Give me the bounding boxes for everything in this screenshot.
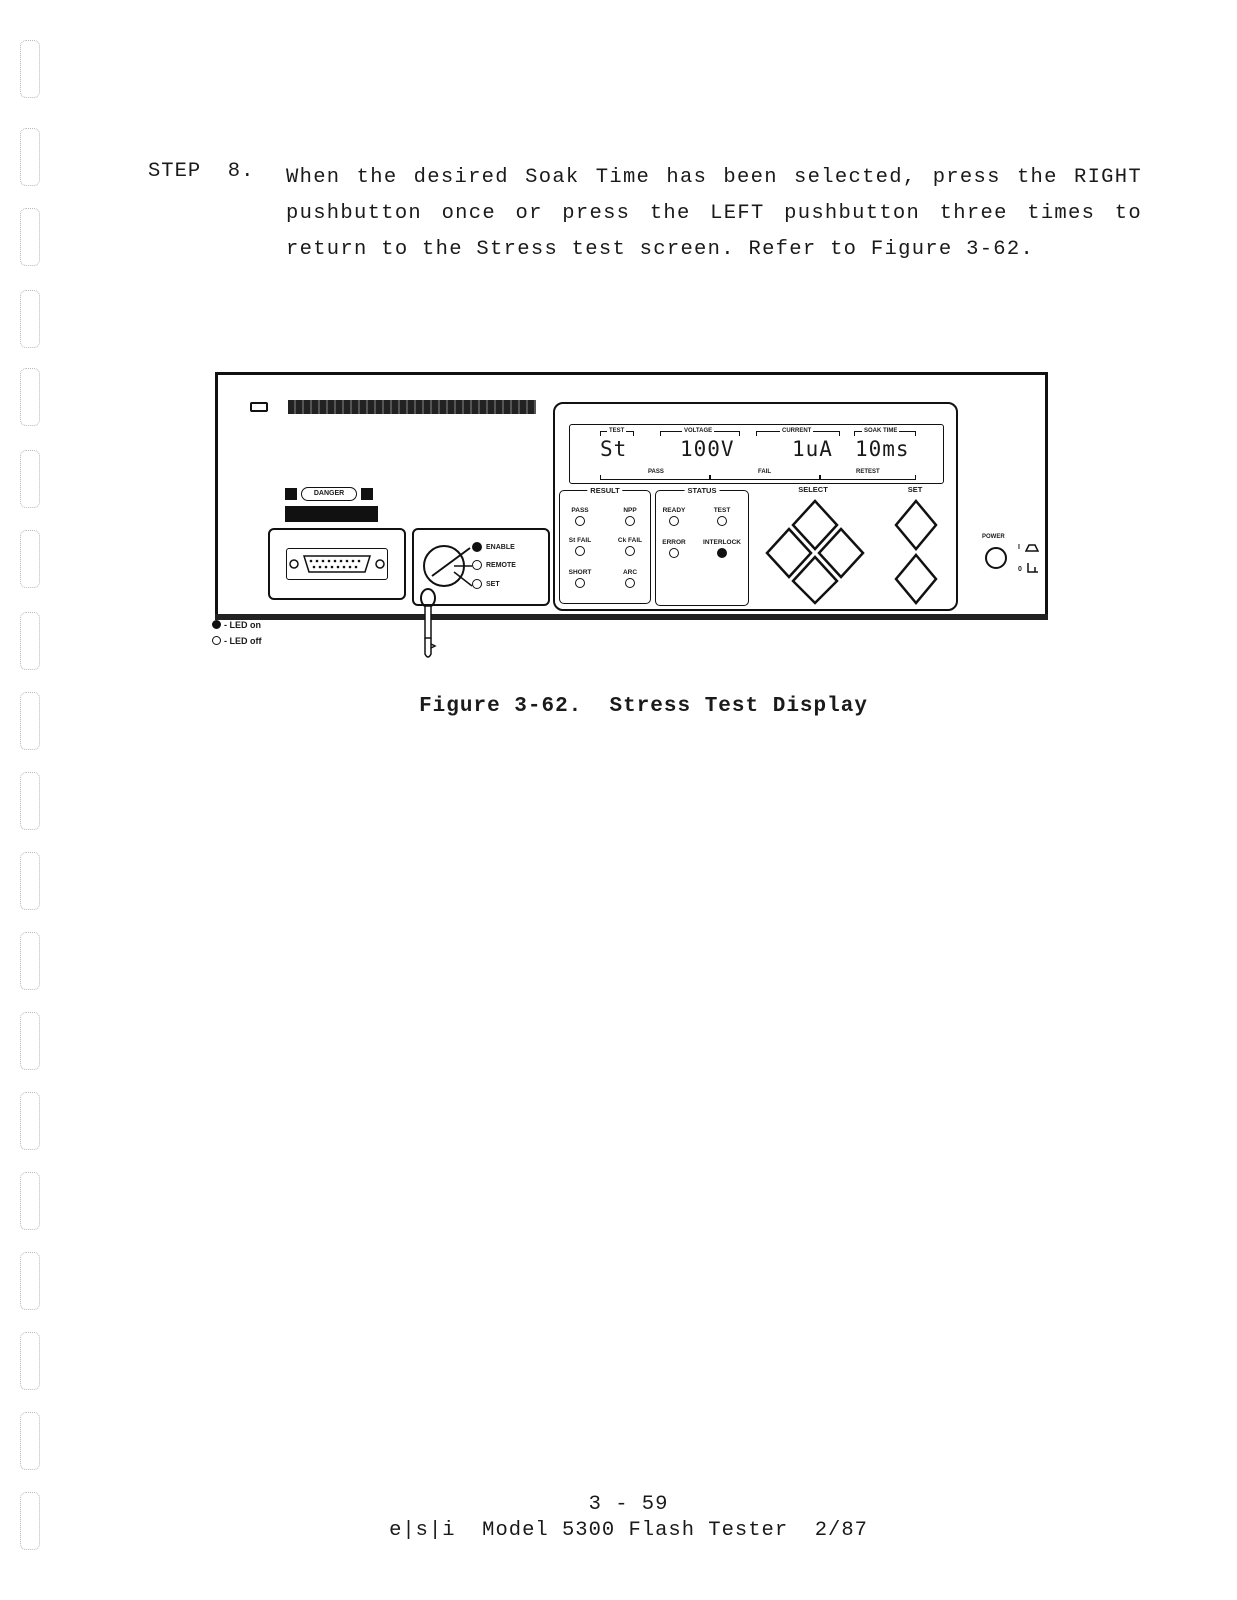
pass-led <box>575 516 585 526</box>
power-off-icon <box>1025 562 1039 574</box>
result-led-label: PASS <box>571 507 589 514</box>
power-label: POWER <box>982 534 1005 540</box>
binding-hole <box>20 1172 40 1230</box>
binding-hole <box>20 772 40 830</box>
binding-hole <box>20 932 40 990</box>
binding-hole <box>20 40 40 98</box>
step-number: STEP 8. <box>148 160 255 183</box>
lcd-soak-time-value: 10ms <box>855 437 910 461</box>
remote-connector-housing <box>268 528 406 600</box>
ready-led <box>669 516 679 526</box>
status-group <box>655 486 749 606</box>
binding-hole <box>20 1092 40 1150</box>
result-led-label: Ck FAIL <box>617 537 643 544</box>
lcd-bracket <box>820 475 916 480</box>
legend-text: - LED off <box>224 636 262 646</box>
lcd-header-current: CURRENT <box>782 428 812 434</box>
binding-hole <box>20 1012 40 1070</box>
legend-led-off <box>212 636 262 646</box>
set-down-button[interactable] <box>895 555 937 601</box>
binding-hole <box>20 1412 40 1470</box>
binding-hole <box>20 1332 40 1390</box>
binding-hole <box>20 612 40 670</box>
power-on-mark: I <box>1018 544 1020 551</box>
figure-caption: Figure 3-62. Stress Test Display <box>419 695 868 718</box>
down-button[interactable] <box>793 557 837 601</box>
result-led-label: ARC <box>622 569 638 576</box>
footer-title: e|s|i Model 5300 Flash Tester 2/87 <box>389 1519 868 1542</box>
interlock-led <box>717 548 727 558</box>
lcd-test-value: St <box>600 437 628 461</box>
npp-led <box>625 516 635 526</box>
key-position-label: REMOTE <box>486 562 516 569</box>
binding-hole <box>20 128 40 186</box>
power-button[interactable] <box>985 547 1007 569</box>
lcd-bracket <box>710 475 820 480</box>
warning-square-icon <box>361 488 373 500</box>
lcd-display <box>569 424 944 484</box>
brand-logo-icon <box>250 402 268 412</box>
connector-pins-icon <box>287 549 387 579</box>
power-on-icon <box>1025 542 1039 552</box>
short-led <box>575 578 585 588</box>
result-group <box>559 486 651 604</box>
danger-warning <box>285 486 378 526</box>
binding-hole <box>20 290 40 348</box>
binding-hole <box>20 1252 40 1310</box>
binding-hole <box>20 530 40 588</box>
binding-hole <box>20 368 40 426</box>
page-footer <box>0 1492 1237 1544</box>
page-number: 3 - 59 <box>588 1493 669 1516</box>
lcd-header-voltage: VOLTAGE <box>684 428 713 434</box>
warning-square-icon <box>285 488 297 500</box>
danger-bar <box>285 506 378 522</box>
key-position-label: SET <box>486 581 500 588</box>
lcd-voltage-value: 100V <box>680 437 735 461</box>
key-position-label: ENABLE <box>486 544 515 551</box>
lcd-current-value: 1uA <box>792 437 833 461</box>
legend-led-on <box>212 620 261 630</box>
lcd-header-soak-time: SOAK TIME <box>864 428 898 434</box>
status-led-label: ERROR <box>662 539 686 546</box>
binding-hole <box>20 208 40 266</box>
ck-fail-led <box>625 546 635 556</box>
select-label: SELECT <box>798 485 828 494</box>
lcd-bracket <box>600 475 710 480</box>
lcd-label-retest: RETEST <box>856 469 880 475</box>
binding-hole <box>20 852 40 910</box>
result-led-label: NPP <box>623 507 637 514</box>
arc-led <box>625 578 635 588</box>
enable-led <box>472 542 482 552</box>
set-up-button[interactable] <box>895 501 937 547</box>
db25-connector <box>286 548 388 580</box>
result-led-label: SHORT <box>568 569 592 576</box>
lcd-header-test: TEST <box>609 428 625 434</box>
panel-bottom-edge <box>215 614 1048 620</box>
binding-hole <box>20 450 40 508</box>
result-led-label: St FAIL <box>568 537 592 544</box>
control-panel <box>553 402 958 611</box>
status-led-label: TEST <box>713 507 731 514</box>
status-led-label: READY <box>662 507 686 514</box>
led-off-icon <box>212 636 221 645</box>
legend-text: - LED on <box>224 620 261 630</box>
led-on-icon <box>212 620 221 629</box>
set-label: SET <box>907 485 923 494</box>
front-panel-figure <box>200 370 1070 660</box>
danger-label: DANGER <box>301 487 357 501</box>
st-fail-led <box>575 546 585 556</box>
status-title: STATUS <box>685 486 720 495</box>
test-led <box>717 516 727 526</box>
binding-holes <box>20 40 44 1580</box>
lcd-label-fail: FAIL <box>758 469 771 475</box>
remote-led <box>472 560 482 570</box>
status-led-label: INTERLOCK <box>703 539 741 546</box>
result-title: RESULT <box>587 486 622 495</box>
key-lock-icon <box>418 536 478 596</box>
key-icon <box>418 588 438 660</box>
power-off-mark: 0 <box>1018 566 1022 573</box>
brand-nameplate <box>288 400 536 414</box>
error-led <box>669 548 679 558</box>
set-led <box>472 579 482 589</box>
step-text: When the desired Soak Time has been selected, press the RIGHT pushbutton once or press the LEFT pushbutton three times to return to the Stress test screen. Refer to Figure 3-62. <box>286 166 1142 261</box>
lcd-label-pass: PASS <box>648 469 664 475</box>
